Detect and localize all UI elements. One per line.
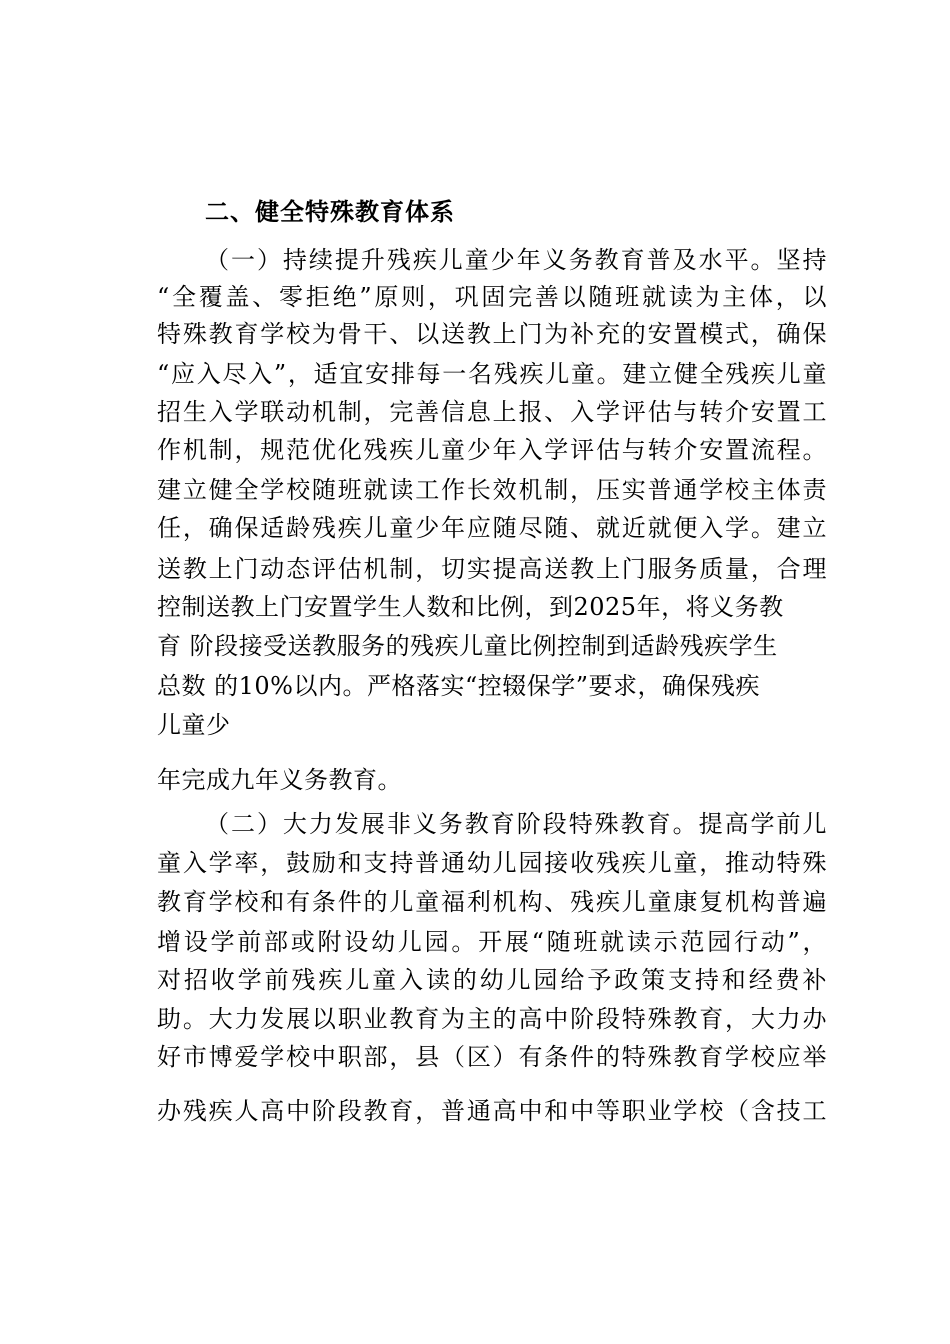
paragraph-2-line: 对招收学前残疾儿童入读的幼儿园给予政策支持和经费补	[157, 966, 827, 994]
paragraph-1-line: 建立健全学校随班就读工作长效机制，压实普通学校主体责	[157, 476, 827, 504]
paragraph-2-line: 童入学率，鼓励和支持普通幼儿园接收残疾儿童，推动特殊	[157, 849, 827, 877]
paragraph-1-line: 控制送教上门安置学生人数和比例，到2025年，将义务教	[157, 593, 784, 621]
paragraph-1-line: 总数 的10%以内。严格落实“控辍保学”要求，确保残疾	[157, 672, 761, 700]
paragraph-1-line: 儿童少	[157, 711, 231, 739]
paragraph-2-line: 办残疾人高中阶段教育，普通高中和中等职业学校（含技工	[157, 1097, 827, 1125]
paragraph-1-line: 任，确保适龄残疾儿童少年应随尽随、就近就便入学。建立	[157, 514, 827, 542]
paragraph-1-line: 育 阶段接受送教服务的残疾儿童比例控制到适龄残疾学生	[157, 632, 778, 660]
paragraph-1-line: 特殊教育学校为骨干、以送教上门为补充的安置模式，确保	[157, 320, 827, 348]
paragraph-2-line: 教育学校和有条件的儿童福利机构、残疾儿童康复机构普遍	[157, 888, 827, 916]
section-heading: 二、健全特殊教育体系	[205, 198, 455, 226]
paragraph-2-line: 好市博爱学校中职部，县（区）有条件的特殊教育学校应举	[157, 1043, 827, 1071]
paragraph-1-line: 年完成九年义务教育。	[157, 766, 402, 794]
paragraph-2-line: 助。大力发展以职业教育为主的高中阶段特殊教育，大力办	[157, 1005, 827, 1033]
paragraph-1-line: 作机制，规范优化残疾儿童少年入学评估与转介安置流程。	[157, 436, 827, 464]
paragraph-2-line: 增设学前部或附设幼儿园。开展“随班就读示范园行动”，	[157, 928, 827, 956]
paragraph-2-line: （二）大力发展非义务教育阶段特殊教育。提高学前儿	[205, 810, 827, 838]
paragraph-1-line: 送教上门动态评估机制，切实提高送教上门服务质量，合理	[157, 555, 827, 583]
paragraph-1-line: 招生入学联动机制，完善信息上报、入学评估与转介安置工	[157, 398, 827, 426]
paragraph-1-line: （一）持续提升残疾儿童少年义务教育普及水平。坚持	[205, 246, 827, 274]
paragraph-1-line: “全覆盖、零拒绝”原则，巩固完善以随班就读为主体，以	[157, 283, 827, 311]
paragraph-1-line: “应入尽入”，适宜安排每一名残疾儿童。建立健全残疾儿童	[157, 360, 827, 388]
